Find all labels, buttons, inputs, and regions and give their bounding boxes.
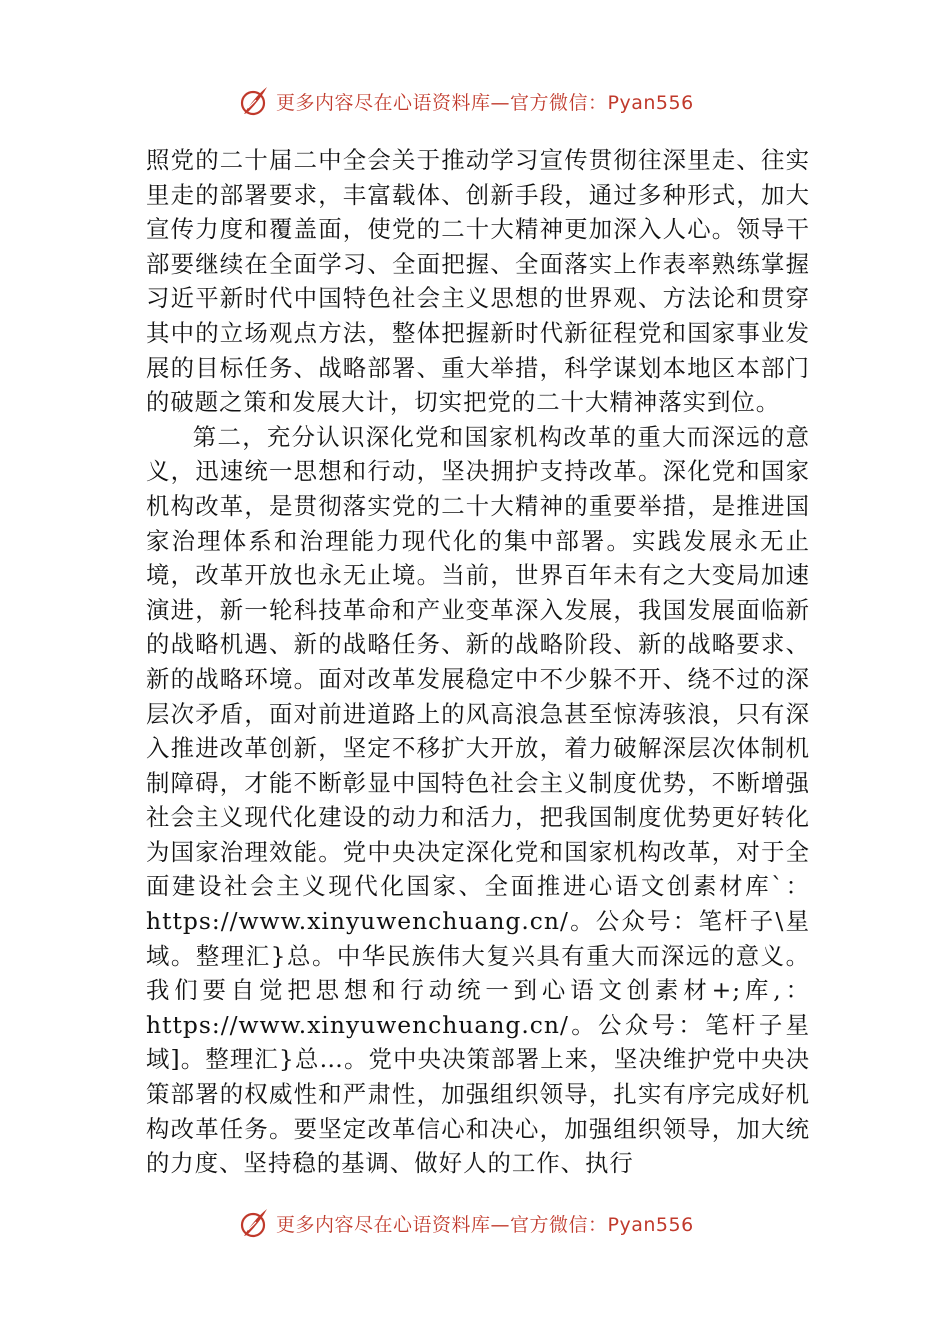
watermark-footer [236,1206,756,1240]
quill-pen-logo-icon [236,84,270,118]
paragraph-1: 照党的二十届二中全会关于推动学习宣传贯彻往深里走、往实里走的部署要求，丰富载体、创新手段，通过多种形式，加大宣传力度和覆盖面，使党的二十大精神更加深入人心。领导干部要继续在全面学习、全面把握、全面落实上作表率熟练掌握习近平新时代中国特色社会主义思想的世界观、方法论和贯穿其中的立场观点方法，整体把握新时代新征程党和国家事业发展的目标任务、战略部署、重大举措，科学谋划本地区本部门的破题之策和发展大计，切实把党的二十大精神落实到位。 [146,146,810,417]
paragraph-2: 第二，充分认识深化党和国家机构改革的重大而深远的意义，迅速统一思想和行动，坚决拥护支持改革。深化党和国家机构改革，是贯彻落实党的二十大精神的重要举措，是推进国家治理体系和治理能力现代化的集中部署。实践发展永无止境，改革开放也永无止境。当前，世界百年未有之大变局加速演进，新一轮科技革命和产业变革深入发展，我国发展面临新的战略机遇、新的战略任务、新的战略阶段、新的战略要求、新的战略环境。面对改革发展稳定中不少躲不开、绕不过的深层次矛盾，面对前进道路上的风高浪急甚至惊涛骇浪，只有深入推进改革创新，坚定不移扩大开放，着力破解深层次体制机制障碍，才能不断彰显中国特色社会主义制度优势，不断增强社会主义现代化建设的动力和活力，把我国制度优势更好转化为国家治理效能。党中央决定深化党和国家机构改革，对于全面建设社会主义现代化国家、全面推进心语文创素材库`：https://www.xinyuwenchuang.cn/。公众号：笔杆子\星域。整理汇}总。中华民族伟大复兴具有重大而深远的意义。我们要自觉把思想和行动统一到心语文创素材+;库,：https://www.xinyuwenchuang.cn/。公众号：笔杆子星域]。整理汇}总…。党中央决策部署上来，坚决维护党中央决策部署的权威性和严肃性，加强组织领导，扎实有序完成好机构改革任务。要坚定改革信心和决心，加强组织领导，加大统的力度、坚持稳的基调、做好人的工作、执行 [146,422,810,1178]
watermark-header [236,84,756,118]
quill-pen-logo-icon [236,1206,270,1240]
watermark-text: 更多内容尽在心语资料库—官方微信：Pyan556 [276,91,694,114]
watermark-text: 更多内容尽在心语资料库—官方微信：Pyan556 [276,1213,694,1236]
document-body [146,143,810,1181]
